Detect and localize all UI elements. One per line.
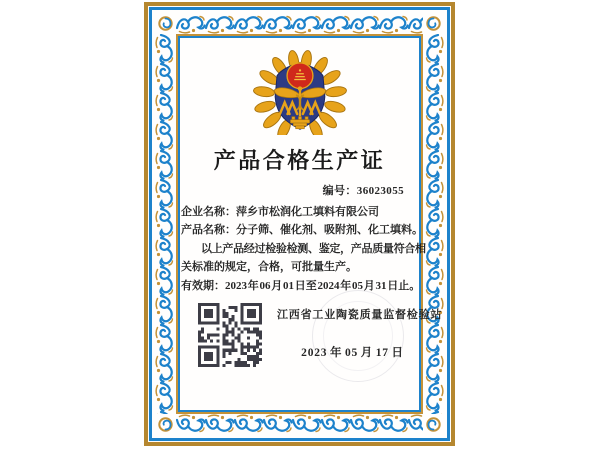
border-corner-ornament bbox=[155, 13, 176, 34]
border-ornament-top bbox=[176, 13, 423, 34]
validity-row bbox=[181, 277, 421, 295]
certificate bbox=[144, 2, 455, 446]
validity-value: 2023 年 06 月 01 日至 2024 年 05 月 31 日止。 bbox=[225, 279, 421, 292]
border-corner-ornament bbox=[155, 414, 176, 435]
border-corner-ornament bbox=[423, 13, 444, 34]
issuer-name: 江西省工业陶瓷质量监督检验站 bbox=[277, 309, 443, 321]
qr-code bbox=[198, 303, 262, 367]
statement-line-2: 关标准的规定，合格，可批量生产。 bbox=[181, 261, 357, 274]
certificate-content bbox=[181, 39, 443, 409]
validity-label: 有效期： bbox=[181, 279, 225, 292]
serial-label: 编号： bbox=[322, 185, 357, 197]
field-product-name bbox=[181, 221, 423, 239]
border-corner-ornament bbox=[423, 414, 444, 435]
serial-number-row bbox=[181, 182, 418, 198]
field-label: 企业名称： bbox=[181, 206, 236, 218]
certificate-title: 产品合格生产证 bbox=[213, 148, 386, 173]
statement-line-1: 以上产品经过检验检测、鉴定，产品质量符合相 bbox=[201, 242, 426, 255]
field-value: 分子筛、催化剂、吸附剂、化工填料。 bbox=[236, 224, 423, 237]
field-label: 产品名称： bbox=[181, 224, 236, 237]
field-value: 萍乡市松润化工填料有限公司 bbox=[236, 206, 379, 218]
certificate-body bbox=[181, 203, 426, 295]
border-ornament-bottom bbox=[176, 414, 423, 435]
field-enterprise-name bbox=[181, 203, 418, 221]
issue-date: 2023 年 05 月 17 日 bbox=[301, 347, 404, 359]
serial-number: 36023055 bbox=[356, 185, 404, 197]
faint-seal-watermark bbox=[312, 290, 404, 382]
border-ornament-left bbox=[155, 34, 176, 414]
quality-supervision-emblem-icon bbox=[252, 47, 348, 135]
